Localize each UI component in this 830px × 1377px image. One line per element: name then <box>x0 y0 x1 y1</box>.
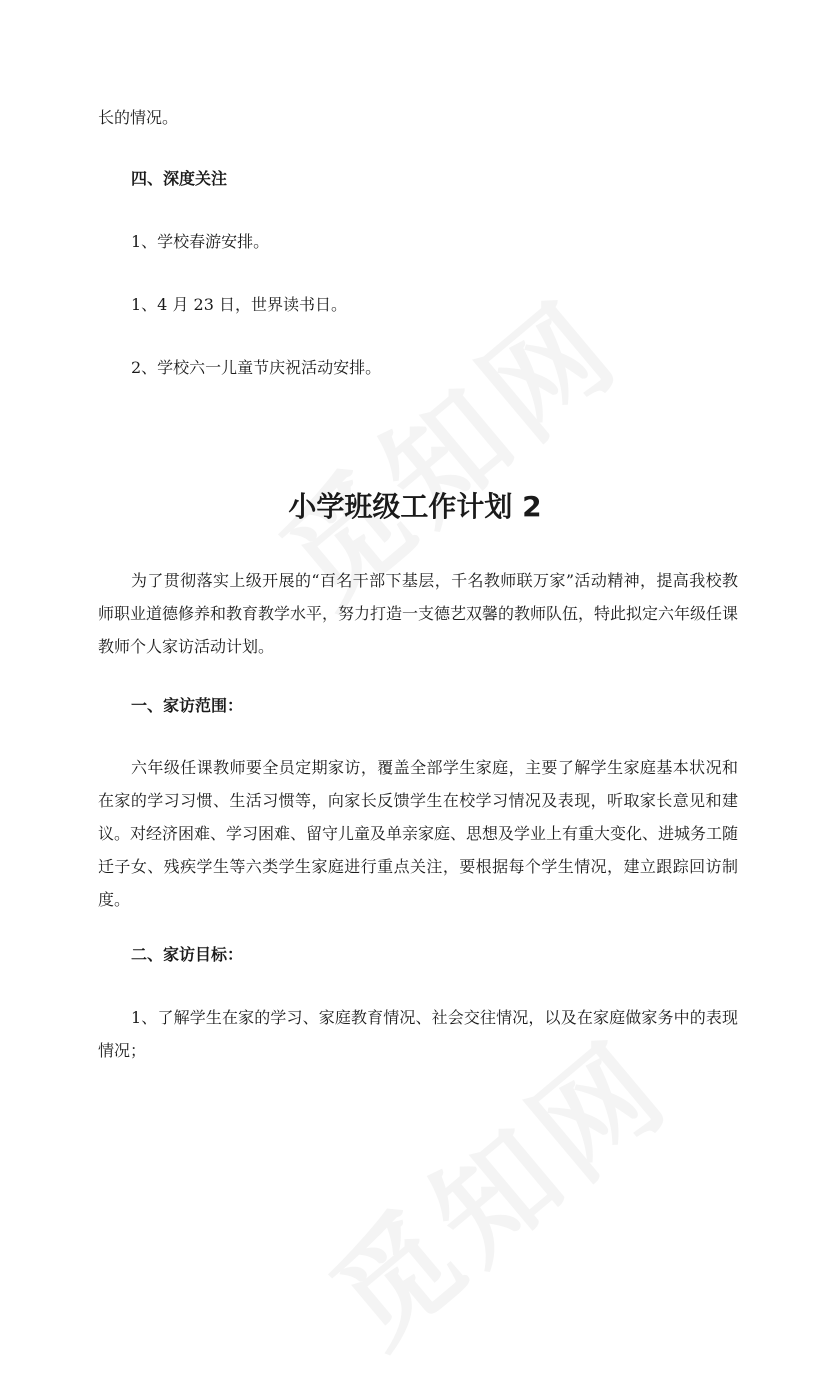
list-item: 1、学校春游安排。 <box>131 232 270 251</box>
list-item: 1、4 月 23 日，世界读书日。 <box>131 295 347 314</box>
paragraph: 1、了解学生在家的学习、家庭教育情况、社会交往情况，以及在家庭做家务中的表现情况； <box>98 1008 738 1060</box>
paragraph: 六年级任课教师要全员定期家访，覆盖全部学生家庭，主要了解学生家庭基本状况和在家的学习习惯、生活习惯等，向家长反馈学生在校学习情况及表现，听取家长意见和建议。对经济困难、学习困难、留守儿童及单亲家庭、思想及学业上有重大变化、进城务工随迁子女、残疾学生等六类学生家庭进行重点关注，要根据每个学生情况，建立跟踪回访制度。 <box>98 758 739 909</box>
section-heading: 四、深度关注 <box>131 169 228 188</box>
continuation-line: 长的情况。 <box>98 108 179 127</box>
document-title: 小学班级工作计划 2 <box>288 490 542 523</box>
list-item: 2、学校六一儿童节庆祝活动安排。 <box>131 358 382 377</box>
intro-paragraph: 为了贯彻落实上级开展的“百名干部下基层，千名教师联万家”活动精神，提高我校教师职业道德修养和教育教学水平，努力打造一支德艺双馨的教师队伍，特此拟定六年级任课教师个人家访活动计划。 <box>98 571 739 656</box>
section-heading: 二、家访目标： <box>131 945 244 964</box>
section-heading: 一、家访范围： <box>131 696 244 715</box>
